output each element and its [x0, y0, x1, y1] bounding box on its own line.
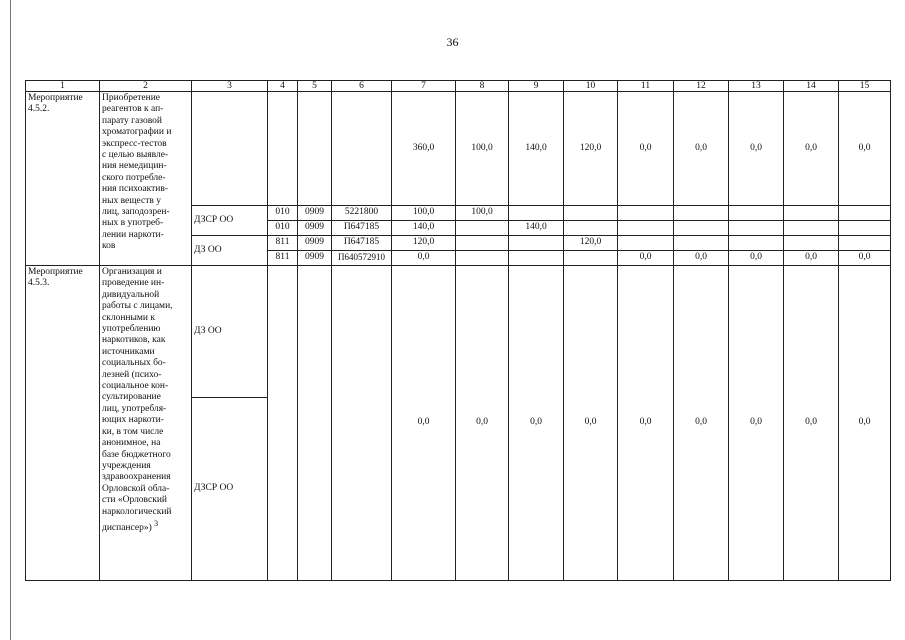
cell-value: [784, 236, 839, 251]
total-value: 100,0: [456, 92, 509, 206]
col-header-10: 10: [564, 81, 618, 92]
section-code: 0909: [298, 251, 332, 266]
cell-value: 0,0: [729, 251, 784, 266]
cell-value: 0,0: [392, 251, 456, 266]
cell-value: 0,0: [509, 266, 564, 581]
section-code: 0909: [298, 221, 332, 236]
executor-dzsr: ДЗСР ОО: [192, 206, 268, 236]
cell-value: [729, 206, 784, 221]
cell-value: 0,0: [729, 266, 784, 581]
cell-value: 0,0: [839, 266, 891, 581]
col-header-5: 5: [298, 81, 332, 92]
cell-value: [564, 221, 618, 236]
cell-value: [509, 236, 564, 251]
target-article-code: 5221800: [332, 206, 392, 221]
grbs-code: 811: [268, 236, 298, 251]
cell-value: 0,0: [839, 251, 891, 266]
total-value: 0,0: [839, 92, 891, 206]
cell-value: [509, 251, 564, 266]
cell-value: [674, 206, 729, 221]
measure-label: Мероприятие 4.5.3.: [26, 266, 100, 581]
cell-value: 140,0: [509, 221, 564, 236]
col-header-4: 4: [268, 81, 298, 92]
total-value: 0,0: [729, 92, 784, 206]
col-header-7: 7: [392, 81, 456, 92]
executor-dzsr: ДЗСР ОО: [192, 398, 268, 581]
col-header-6: 6: [332, 81, 392, 92]
grbs-code: 811: [268, 251, 298, 266]
cell-value: 120,0: [564, 236, 618, 251]
cell-value: [564, 251, 618, 266]
cell-value: [839, 221, 891, 236]
grbs-code: 010: [268, 221, 298, 236]
page-left-margin-line: [10, 0, 11, 640]
column-number-row: [26, 81, 891, 92]
cell-value: 0,0: [784, 266, 839, 581]
total-value: 0,0: [674, 92, 729, 206]
cell-value: [674, 236, 729, 251]
col-header-3: 3: [192, 81, 268, 92]
col-header-13: 13: [729, 81, 784, 92]
col-header-9: 9: [509, 81, 564, 92]
col-header-15: 15: [839, 81, 891, 92]
col-header-2: 2: [100, 81, 192, 92]
cell-value: [729, 236, 784, 251]
cell-value: 0,0: [456, 266, 509, 581]
total-value: 140,0: [509, 92, 564, 206]
measure-4-5-3-row: [26, 266, 891, 398]
executor-cell: [192, 92, 268, 206]
cell-value: [564, 206, 618, 221]
total-value: 120,0: [564, 92, 618, 206]
measure-4-5-2-total-row: [26, 92, 891, 206]
col-header-8: 8: [456, 81, 509, 92]
cell-value: 0,0: [674, 251, 729, 266]
cell-value: [618, 206, 674, 221]
cell-value: [784, 221, 839, 236]
target-article-code: П647185: [332, 236, 392, 251]
target-article-code: П640572910: [332, 251, 392, 266]
executor-dz: ДЗ ОО: [192, 266, 268, 398]
section-code: 0909: [298, 206, 332, 221]
cell-value: 140,0: [392, 221, 456, 236]
total-value: 0,0: [618, 92, 674, 206]
grbs-code: 010: [268, 206, 298, 221]
measure-description-text: Организация и проведение ин- дивидуальной работы с лицами, склонными к употреблению наркотиков, как источниками социальных бо- лезней (психо- социальное кон- сультирование лиц, употребля- ющих наркоти- ки, в том числе анонимное, на базе бюджетного учреждения здравоохранения Орловской обла- сти «Орловский наркологический диспансер»): [102, 267, 173, 534]
cell-value: 0,0: [618, 266, 674, 581]
cell-value: [456, 236, 509, 251]
cell-value: [839, 236, 891, 251]
measure-label: Мероприятие 4.5.2.: [26, 92, 100, 266]
cell-value: 0,0: [618, 251, 674, 266]
cell-value: 0,0: [564, 266, 618, 581]
cell-value: [729, 221, 784, 236]
cell-value: 0,0: [674, 266, 729, 581]
col-header-14: 14: [784, 81, 839, 92]
executor-dz: ДЗ ОО: [192, 236, 268, 266]
cell-value: 100,0: [392, 206, 456, 221]
col-header-11: 11: [618, 81, 674, 92]
cell-value: [456, 221, 509, 236]
budget-table: [25, 80, 891, 581]
cell-value: 0,0: [392, 266, 456, 581]
col-header-12: 12: [674, 81, 729, 92]
measure-description: Приобретение реагентов к ап- парату газовой хроматографии и экспресс-тестов с целью выявле- ния немедицин- ского потребле- ния психоактив- ных веществ у лиц, заподозрен- ных в употреб- лении наркоти- ков: [100, 92, 192, 266]
total-value: 0,0: [784, 92, 839, 206]
target-article-code: П647185: [332, 221, 392, 236]
page-number: 36: [446, 35, 459, 49]
cell-value: 100,0: [456, 206, 509, 221]
cell-value: [618, 221, 674, 236]
section-code: 0909: [298, 236, 332, 251]
cell-value: 0,0: [784, 251, 839, 266]
total-value: 360,0: [392, 92, 456, 206]
cell-value: [509, 206, 564, 221]
cell-value: [784, 206, 839, 221]
col-header-1: 1: [26, 81, 100, 92]
measure-description: [100, 266, 192, 581]
cell-value: 120,0: [392, 236, 456, 251]
cell-value: [618, 236, 674, 251]
cell-value: [674, 221, 729, 236]
footnote-mark: 3: [154, 518, 159, 528]
cell-value: [456, 251, 509, 266]
cell-value: [839, 206, 891, 221]
